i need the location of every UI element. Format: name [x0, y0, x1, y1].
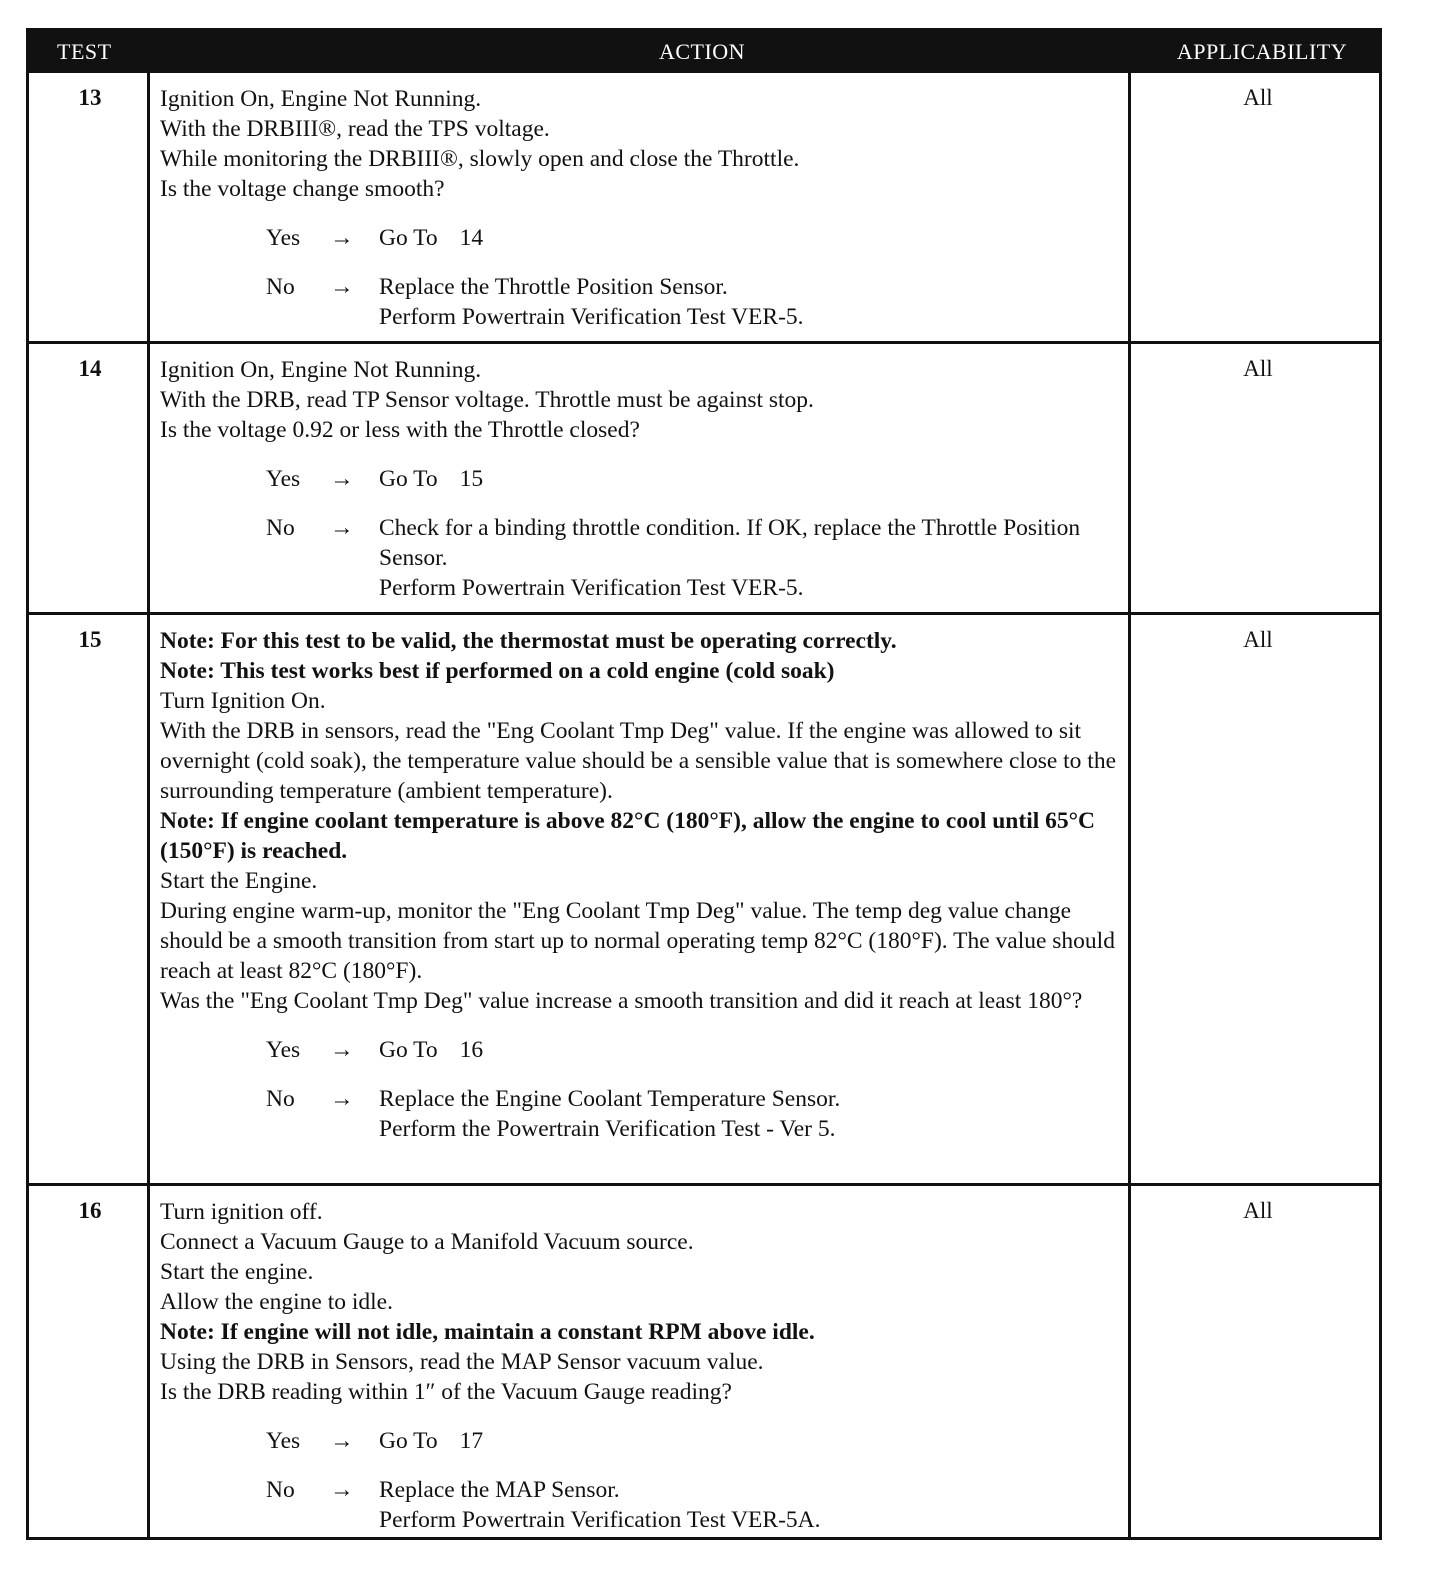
applicability-cell: All: [1243, 356, 1273, 381]
no-action-line: Replace the Throttle Position Sensor.: [379, 274, 728, 300]
test-number: 13: [78, 85, 102, 110]
no-label: No: [266, 274, 295, 300]
action-line: During engine warm-up, monitor the "Eng Coolant Tmp Deg" value. The temp deg value change should be a smooth transition from start up to normal operating temp 82°C (180°F). The value should reach at least 82°C (180°F).: [160, 898, 1115, 984]
no-label: No: [266, 515, 295, 541]
yes-option: [160, 464, 1124, 494]
arrow-icon: →: [330, 1086, 354, 1112]
no-action-line: Check for a binding throttle condition. If OK, replace the Throttle Position Sensor.: [379, 515, 1081, 571]
applicability-cell: All: [1243, 1198, 1273, 1223]
table-row: [29, 615, 1379, 1186]
yes-option: [160, 223, 1124, 253]
yes-label: Yes: [266, 1428, 301, 1454]
action-cell: [160, 626, 1124, 1144]
action-line: Allow the engine to idle.: [160, 1289, 393, 1315]
table-row: [29, 73, 1379, 344]
yes-label: Yes: [266, 225, 301, 251]
test-number: 16: [78, 1198, 102, 1223]
diagnostic-test-table: [26, 28, 1382, 1540]
goto-label: Go To: [379, 466, 438, 492]
arrow-icon: →: [330, 466, 354, 492]
goto-target: 15: [459, 466, 484, 492]
goto-target: 16: [459, 1037, 484, 1063]
arrow-icon: →: [330, 274, 354, 300]
no-action-line: Perform Powertrain Verification Test VER-5.: [379, 575, 804, 601]
no-action-line: Replace the Engine Coolant Temperature Sensor.: [379, 1086, 841, 1112]
note-line: Note: This test works best if performed on a cold engine (cold soak): [160, 658, 835, 684]
action-line: Ignition On, Engine Not Running.: [160, 86, 482, 112]
action-line: Is the DRB reading within 1″ of the Vacuum Gauge reading?: [160, 1379, 732, 1405]
action-line: Ignition On, Engine Not Running.: [160, 357, 482, 383]
test-number: 14: [78, 356, 102, 381]
action-line: With the DRBIII®, read the TPS voltage.: [160, 116, 550, 142]
action-line: Start the Engine.: [160, 868, 318, 894]
header-applicability: APPLICABILITY: [1176, 39, 1348, 64]
no-label: No: [266, 1477, 295, 1503]
table-row: [29, 1186, 1379, 1537]
goto-target: 14: [459, 225, 484, 251]
action-line: While monitoring the DRBIII®, slowly open and close the Throttle.: [160, 146, 800, 172]
table-header: [29, 31, 1379, 73]
no-action-line: Perform the Powertrain Verification Test - Ver 5.: [379, 1116, 836, 1142]
action-line: Is the voltage change smooth?: [160, 176, 445, 202]
table-row: [29, 344, 1379, 615]
note-line: Note: For this test to be valid, the thermostat must be operating correctly.: [160, 628, 897, 654]
action-cell: [160, 84, 1124, 332]
note-line: Note: If engine will not idle, maintain a constant RPM above idle.: [160, 1319, 815, 1345]
yes-label: Yes: [266, 1037, 301, 1063]
no-action-line: Perform Powertrain Verification Test VER-5.: [379, 304, 804, 330]
action-line: With the DRB in sensors, read the "Eng Coolant Tmp Deg" value. If the engine was allowed to sit overnight (cold soak), the temperature value should be a sensible value that is somewhere close to the surrounding temperature (ambient temperature).: [160, 718, 1117, 804]
no-option: [160, 1475, 1124, 1535]
no-option: [160, 513, 1124, 603]
applicability-cell: All: [1243, 627, 1273, 652]
action-line: Turn ignition off.: [160, 1199, 323, 1225]
no-action-line: Replace the MAP Sensor.: [379, 1477, 620, 1503]
header-test: TEST: [57, 39, 112, 64]
arrow-icon: →: [330, 515, 354, 541]
yes-label: Yes: [266, 466, 301, 492]
action-line: Using the DRB in Sensors, read the MAP Sensor vacuum value.: [160, 1349, 764, 1375]
note-line: Note: If engine coolant temperature is above 82°C (180°F), allow the engine to cool until 65°C (150°F) is reached.: [160, 808, 1096, 864]
goto-label: Go To: [379, 1428, 438, 1454]
test-number: 15: [78, 627, 102, 652]
arrow-icon: →: [330, 1037, 354, 1063]
action-cell: [160, 1197, 1124, 1535]
action-cell: [160, 355, 1124, 603]
action-line: Start the engine.: [160, 1259, 314, 1285]
no-label: No: [266, 1086, 295, 1112]
goto-label: Go To: [379, 1037, 438, 1063]
applicability-cell: All: [1243, 85, 1273, 110]
arrow-icon: →: [330, 225, 354, 251]
action-line: Was the "Eng Coolant Tmp Deg" value increase a smooth transition and did it reach at least 180°?: [160, 988, 1083, 1014]
action-line: With the DRB, read TP Sensor voltage. Throttle must be against stop.: [160, 387, 814, 413]
action-line: Connect a Vacuum Gauge to a Manifold Vacuum source.: [160, 1229, 694, 1255]
goto-target: 17: [459, 1428, 484, 1454]
goto-label: Go To: [379, 225, 438, 251]
header-action: ACTION: [658, 39, 746, 64]
yes-option: [160, 1035, 1124, 1065]
no-option: [160, 1084, 1124, 1144]
yes-option: [160, 1426, 1124, 1456]
arrow-icon: →: [330, 1477, 354, 1503]
arrow-icon: →: [330, 1428, 354, 1454]
no-option: [160, 272, 1124, 332]
action-line: Is the voltage 0.92 or less with the Throttle closed?: [160, 417, 640, 443]
action-line: Turn Ignition On.: [160, 688, 326, 714]
no-action-line: Perform Powertrain Verification Test VER-5A.: [379, 1507, 821, 1533]
